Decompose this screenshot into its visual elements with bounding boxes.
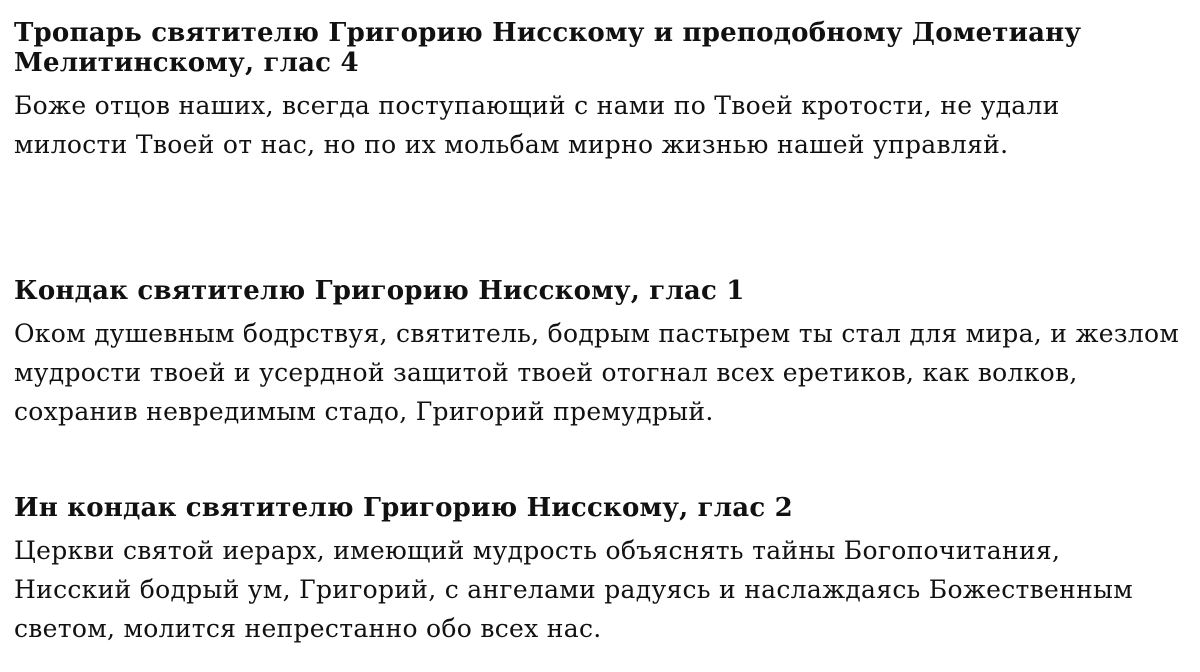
other-kontakion-section bbox=[14, 493, 1180, 648]
other-kontakion-text: Церкви святой иерарх, имеющий мудрость объяснять тайны Богопочитания, Нисский бодрый ум, Григорий, с ангелами радуясь и наслаждаясь Божественным светом, молится непрестанно обо всех нас. bbox=[14, 536, 1133, 643]
kontakion-text: Оком душевным бодрствуя, святитель, бодрым пастырем ты стал для мира, и жезлом мудрости твоей и усердной защитой твоей отогнал всех еретиков, как волков, сохранив невредимым стадо, Григорий премудрый. bbox=[14, 319, 1180, 426]
kontakion-section bbox=[14, 276, 1180, 431]
troparion-heading: Тропарь святителю Григорию Нисскому и преподобному Дометиану Мелитинскому, глас 4 bbox=[14, 18, 1082, 78]
kontakion-heading: Кондак святителю Григорию Нисскому, глас 1 bbox=[14, 276, 745, 306]
other-kontakion-heading: Ин кондак святителю Григорию Нисскому, глас 2 bbox=[14, 493, 793, 523]
troparion-text: Боже отцов наших, всегда поступающий с нами по Твоей кротости, не удали милости Твоей от нас, но по их мольбам мирно жизнью нашей управляй. bbox=[14, 91, 1060, 159]
troparion-section bbox=[14, 18, 1180, 164]
